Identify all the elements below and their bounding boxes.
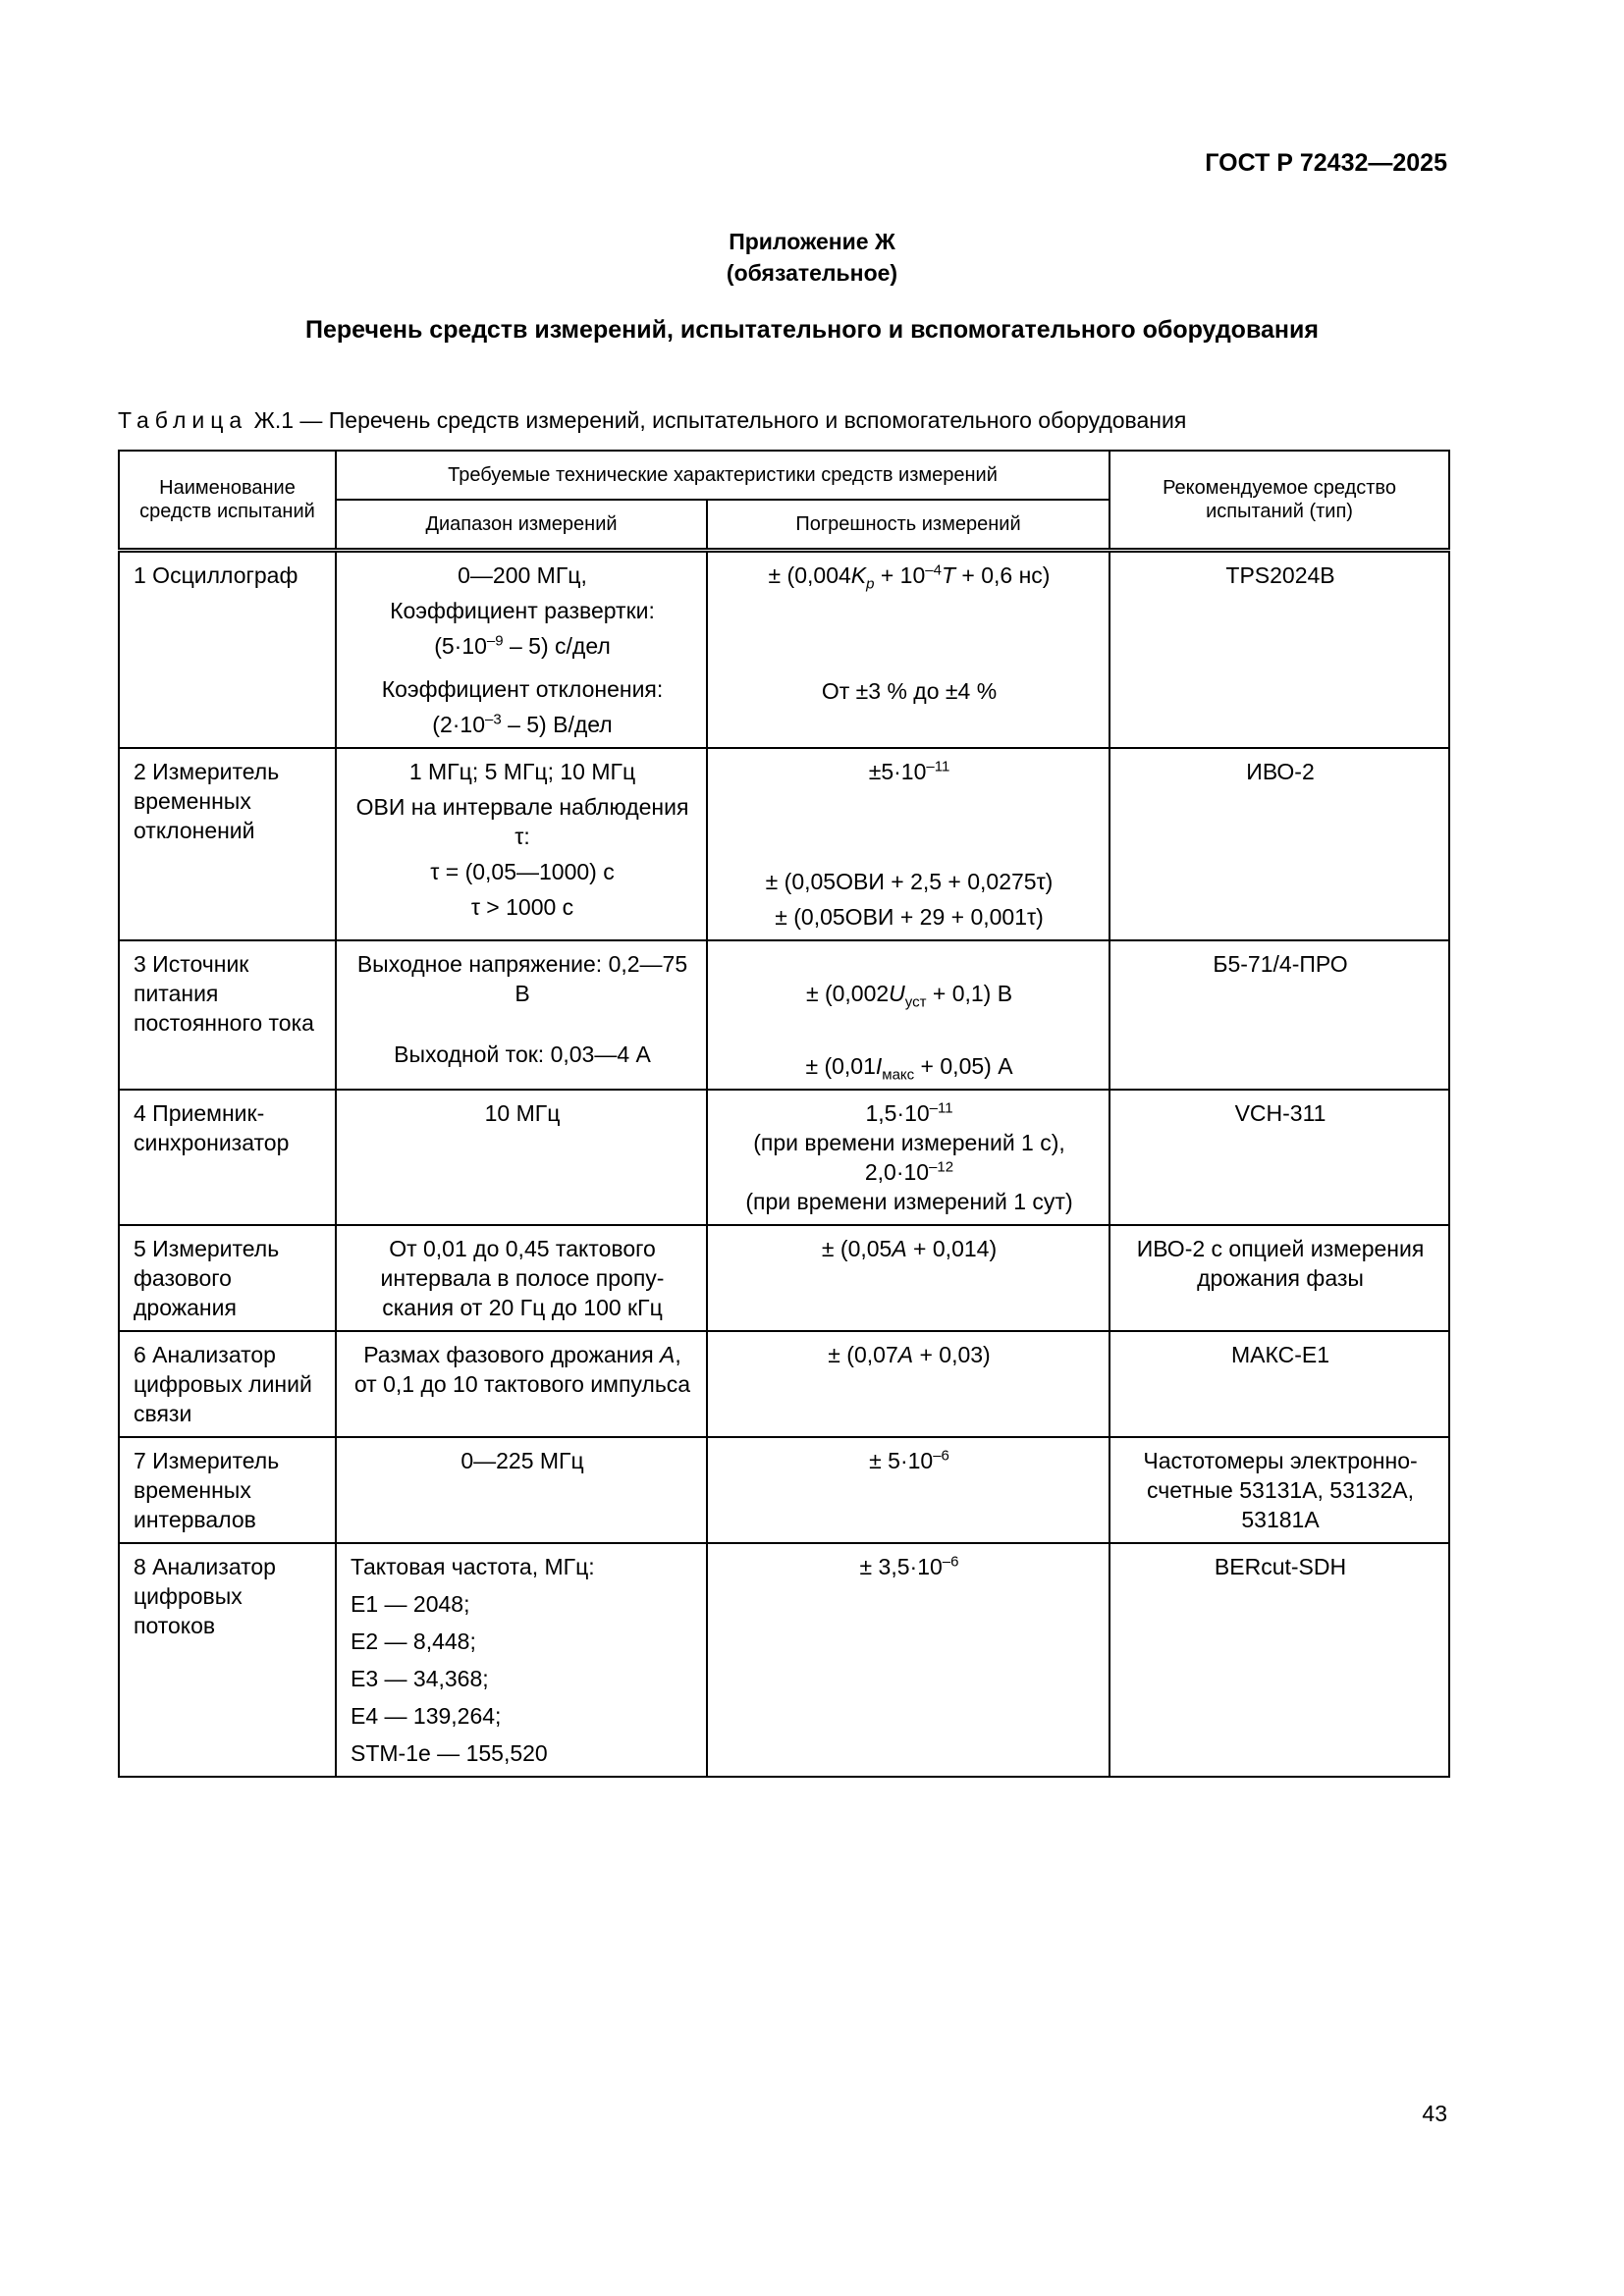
cell-type: VCH-311 bbox=[1110, 1090, 1449, 1225]
header-required: Требуемые технические характеристики средств измерений bbox=[336, 451, 1110, 500]
table-row bbox=[119, 1331, 1449, 1437]
cell-name: 1 Осциллограф bbox=[119, 551, 336, 749]
range-line: E1 — 2048; bbox=[351, 1591, 470, 1617]
table-row bbox=[119, 1090, 1449, 1225]
cell-range bbox=[336, 748, 707, 940]
cell-range: Размах фазового дрожания A, от 0,1 до 10 тактового импульса bbox=[336, 1331, 707, 1437]
cell-name: 7 Измеритель временных интервалов bbox=[119, 1437, 336, 1543]
error-line: $1,5\cdot 10^{-11}$ bbox=[865, 1099, 953, 1126]
cell-name: 4 Приемник-синхронизатор bbox=[119, 1090, 336, 1225]
table-caption-text: Ж.1 — Перечень средств измерений, испытательного и вспомогательного оборудования bbox=[247, 407, 1187, 433]
document-id: ГОСТ Р 72432—2025 bbox=[1205, 149, 1447, 177]
appendix-title bbox=[0, 226, 1624, 289]
header-range: Диапазон измерений bbox=[336, 500, 707, 551]
range-line: Тактовая частота, МГц: bbox=[351, 1554, 595, 1579]
list-title: Перечень средств измерений, испытательного и вспомогательного оборудования bbox=[305, 316, 1319, 344]
table-header-row bbox=[119, 451, 1449, 500]
cell-range: 10 МГц bbox=[336, 1090, 707, 1225]
cell-name: 2 Измеритель временных отклонений bbox=[119, 748, 336, 940]
error-line: ± (0,05ОВИ + 29 + 0,001τ) bbox=[775, 904, 1044, 930]
table-row bbox=[119, 940, 1449, 1090]
cell-type: ИВО-2 bbox=[1110, 748, 1449, 940]
table-row bbox=[119, 748, 1449, 940]
header-name: Наименование средств испытаний bbox=[119, 451, 336, 551]
appendix-name: Приложение Ж bbox=[729, 229, 895, 254]
cell-range: От 0,01 до 0,45 тактового интервала в полосе пропу-скания от 20 Гц до 100 кГц bbox=[336, 1225, 707, 1331]
cell-name: 8 Анализатор цифровых потоков bbox=[119, 1543, 336, 1777]
cell-error: ± $5\cdot 10^{-6}$ bbox=[707, 1437, 1110, 1543]
equipment-table bbox=[118, 450, 1450, 1778]
range-line: E2 — 8,448; bbox=[351, 1629, 476, 1654]
table-row bbox=[119, 551, 1449, 749]
error-line: (при времени измерений 1 с), bbox=[753, 1130, 1065, 1155]
range-line: $(2\cdot 10^{-3} - 5)$ В/дел bbox=[432, 711, 613, 737]
error-line: ± $(0,002U_{уст} + 0,1)$ В bbox=[805, 981, 1013, 1011]
appendix-status: (обязательное) bbox=[726, 260, 898, 286]
cell-range bbox=[336, 551, 707, 749]
cell-range bbox=[336, 1543, 707, 1777]
range-line: 0—200 МГц, bbox=[458, 562, 587, 588]
cell-name: 6 Анализатор цифровых линий связи bbox=[119, 1331, 336, 1437]
range-line: τ = (0,05—1000) с bbox=[430, 859, 615, 884]
cell-type: TPS2024B bbox=[1110, 551, 1449, 749]
range-line: STM-1e — 155,520 bbox=[351, 1740, 548, 1766]
cell-type: МАКС-Е1 bbox=[1110, 1331, 1449, 1437]
error-line: ± $(0,01I_{макс} + 0,05)$ А bbox=[805, 1053, 1013, 1084]
error-line: ± (0,05ОВИ + 2,5 + 0,0275τ) bbox=[765, 869, 1054, 894]
header-recommended: Рекомендуемое средство испытаний (тип) bbox=[1110, 451, 1449, 551]
page-number: 43 bbox=[1422, 2101, 1447, 2126]
header-error: Погрешность измерений bbox=[707, 500, 1110, 551]
error-line: $2,0\cdot 10^{-12}$ bbox=[864, 1158, 954, 1185]
cell-type: Б5-71/4-ПРО bbox=[1110, 940, 1449, 1090]
cell-error: ± (0,05A + 0,014) bbox=[707, 1225, 1110, 1331]
error-line: (при времени измерений 1 сут) bbox=[745, 1189, 1073, 1214]
cell-type: Частотомеры электронно-счетные 53131A, 53132A, 53181A bbox=[1110, 1437, 1449, 1543]
cell-type: ИВО-2 с опцией измерения дрожания фазы bbox=[1110, 1225, 1449, 1331]
cell-error: ± $3,5\cdot 10^{-6}$ bbox=[707, 1543, 1110, 1777]
range-line: E3 — 34,368; bbox=[351, 1666, 489, 1691]
cell-type: BERcut-SDH bbox=[1110, 1543, 1449, 1777]
error-line: $\pm 5\cdot 10^{-11}$ bbox=[868, 758, 950, 784]
range-line: Коэффициент развертки: bbox=[390, 598, 655, 623]
range-line: ОВИ на интервале наблюдения τ: bbox=[355, 794, 689, 849]
table-row bbox=[119, 1225, 1449, 1331]
error-line: От ±3 % до ±4 % bbox=[821, 678, 998, 704]
cell-error bbox=[707, 1090, 1110, 1225]
range-line: Коэффициент отклонения: bbox=[381, 676, 664, 702]
table-caption-prefix: Таблица bbox=[118, 407, 248, 433]
range-line: E4 — 139,264; bbox=[351, 1703, 502, 1729]
cell-error: ± (0,07A + 0,03) bbox=[707, 1331, 1110, 1437]
cell-error bbox=[707, 551, 1110, 749]
cell-error bbox=[707, 748, 1110, 940]
cell-range: 0—225 МГц bbox=[336, 1437, 707, 1543]
table-caption bbox=[118, 407, 1186, 434]
table-row bbox=[119, 1543, 1449, 1777]
error-line: ± ($0,004K_р + 10^{-4}T + 0,6$ нс) bbox=[768, 561, 1051, 593]
range-line: 1 МГц; 5 МГц; 10 МГц bbox=[408, 759, 636, 784]
range-line: τ > 1000 с bbox=[470, 894, 574, 920]
cell-name: 3 Источник питания постоянного тока bbox=[119, 940, 336, 1090]
cell-range bbox=[336, 940, 707, 1090]
cell-name: 5 Измеритель фазового дрожания bbox=[119, 1225, 336, 1331]
cell-error bbox=[707, 940, 1110, 1090]
range-line: $(5\cdot 10^{-9} - 5)$ с/дел bbox=[434, 632, 611, 659]
table-row bbox=[119, 1437, 1449, 1543]
range-line: Выходное напряжение: 0,2—75 В bbox=[356, 951, 688, 1006]
range-line: Выходной ток: 0,03—4 А bbox=[394, 1041, 651, 1067]
